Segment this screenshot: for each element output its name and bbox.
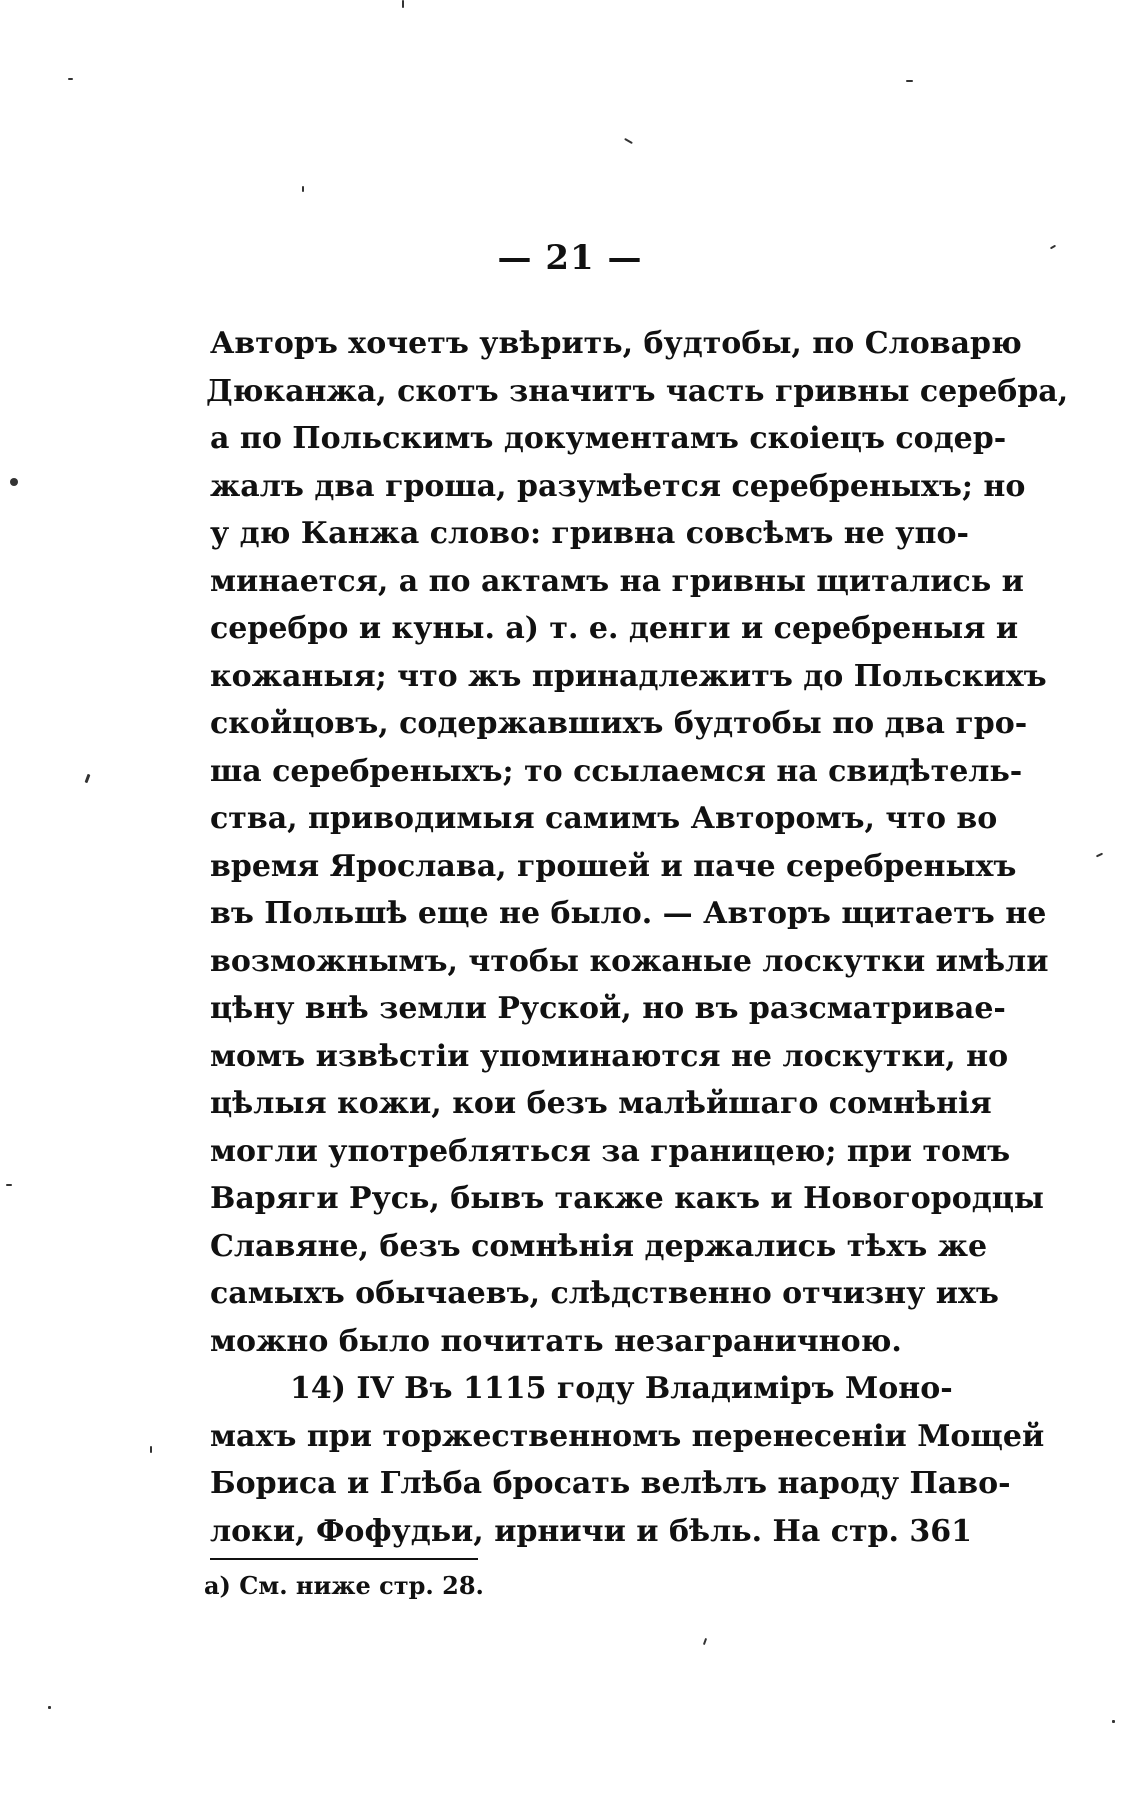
text-line: Бориса и Глѣба бросать велѣлъ народу Паво- bbox=[210, 1466, 1011, 1501]
text-line: локи, Фофудьи, ирничи и бѣль. На стр. 361 bbox=[210, 1513, 973, 1549]
paragraph-first-line: 14) IV Въ 1115 году Владиміръ Моно- bbox=[290, 1371, 953, 1406]
text-line: а по Польскимъ документамъ скоіецъ содер- bbox=[210, 421, 1007, 456]
text-line: могли употребляться за границею; при томъ bbox=[210, 1133, 1011, 1169]
text-line: Славяне, безъ сомнѣнія держались тѣхъ же bbox=[210, 1228, 988, 1264]
text-line: Авторъ хочетъ увѣрить, будтобы, по Словарю bbox=[210, 326, 1022, 361]
text-line: Дюканжа, скотъ значитъ часть гривны серебра, bbox=[206, 373, 1069, 409]
text-line: Варяги Русь, бывъ также какъ и Новогородцы bbox=[210, 1181, 1044, 1216]
body-text bbox=[206, 320, 1069, 1555]
scan-speck bbox=[10, 478, 18, 486]
scan-speck bbox=[150, 1446, 152, 1453]
text-line: ша серебреныхъ; то ссылаемся на свидѣтель- bbox=[210, 753, 1023, 789]
text-line: цѣну внѣ земли Руской, но въ разсматривае- bbox=[210, 991, 1006, 1026]
text-line: жалъ два гроша, разумѣется серебреныхъ; но bbox=[210, 468, 1026, 504]
footnote: а) См. ниже стр. 28. bbox=[204, 1571, 484, 1600]
scan-speck bbox=[402, 0, 404, 8]
page-number: — 21 — bbox=[497, 238, 643, 278]
text-line: самыхъ обычаевъ, слѣдственно отчизну ихъ bbox=[210, 1276, 999, 1311]
scan-speck bbox=[68, 78, 73, 80]
scan-speck bbox=[6, 1184, 12, 1186]
paragraph-last-line: можно было почитать незаграничною. bbox=[210, 1323, 902, 1359]
text-line: скойцовъ, содержавшихъ будтобы по два гро- bbox=[210, 706, 1028, 741]
scan-speck bbox=[1096, 853, 1103, 858]
text-line: у дю Канжа слово: гривна совсѣмъ не упо- bbox=[210, 516, 969, 551]
scan-speck bbox=[48, 1706, 51, 1709]
text-line: серебро и куны. а) т. е. денги и серебреныя и bbox=[210, 611, 1019, 646]
scan-speck bbox=[906, 80, 913, 82]
text-line: въ Польшѣ еще не было. — Авторъ щитаетъ не bbox=[210, 896, 1047, 931]
scan-speck bbox=[624, 138, 633, 144]
text-line: цѣлыя кожи, кои безъ малѣйшаго сомнѣнія bbox=[210, 1086, 992, 1121]
text-line: время Ярослава, грошей и паче серебреныхъ bbox=[210, 848, 1017, 884]
footnote-rule bbox=[210, 1558, 478, 1560]
text-line: минается, а по актамъ на гривны щитались и bbox=[210, 563, 1024, 599]
text-line: ства, приводимыя самимъ Авторомъ, что во bbox=[210, 801, 998, 836]
text-line: кожаныя; что жъ принадлежитъ до Польскихъ bbox=[210, 658, 1047, 694]
scan-speck bbox=[302, 186, 304, 192]
text-line: махъ при торжественномъ перенесеніи Мощей bbox=[210, 1418, 1045, 1454]
scan-speck bbox=[1112, 1720, 1115, 1723]
scan-speck bbox=[85, 774, 91, 783]
text-line: момъ извѣстіи упоминаются не лоскутки, но bbox=[210, 1038, 1009, 1074]
text-line: возможнымъ, чтобы кожаные лоскутки имѣли bbox=[210, 943, 1049, 979]
scan-speck bbox=[703, 1638, 707, 1645]
